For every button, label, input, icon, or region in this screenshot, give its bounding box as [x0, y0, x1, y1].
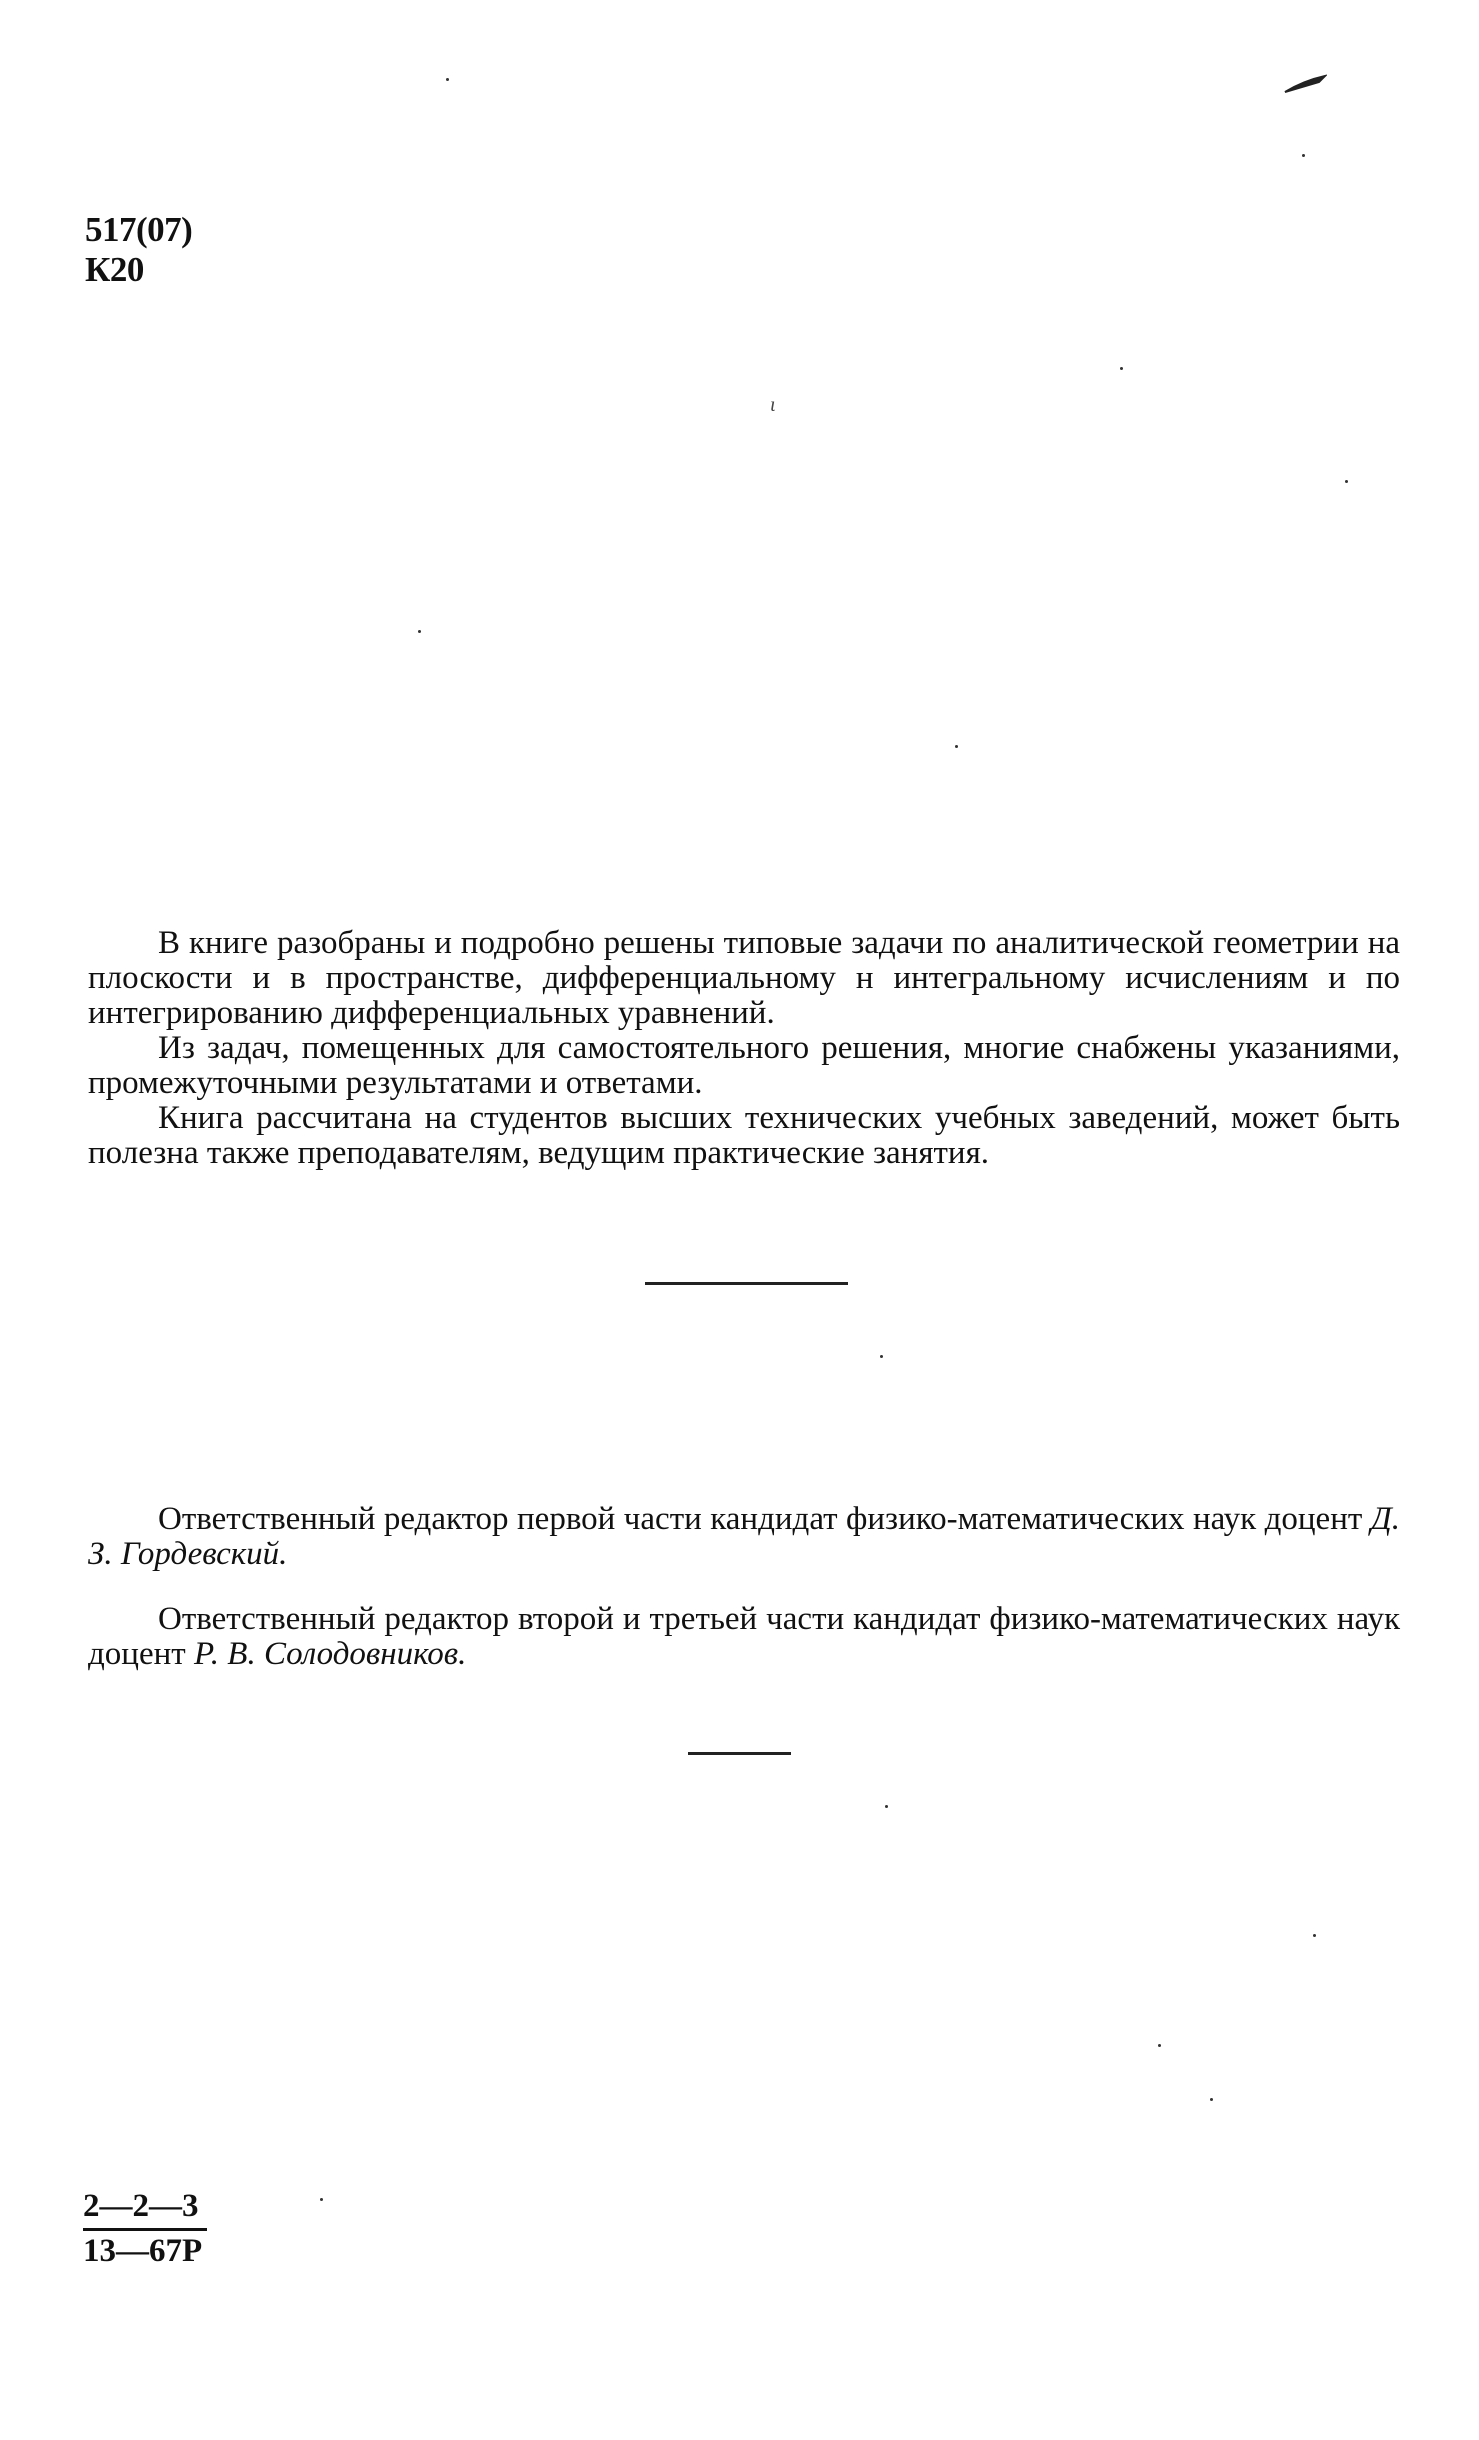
ink-speck	[418, 630, 421, 633]
index-code-top: 2—2—3	[83, 2188, 207, 2231]
index-code-bottom: 13—67Р	[83, 2233, 203, 2269]
stray-ink-mark: ι	[770, 394, 776, 416]
ink-speck	[1210, 2098, 1213, 2101]
annotation-paragraph: Из задач, помещенных для самостоятельного решения, многие снабжены указаниями, промежуточными результатами и ответами.	[88, 1030, 1400, 1101]
second-editor-credit	[88, 1602, 1400, 1672]
second-editor-text: Ответственный редактор второй и третьей части кандидат физико-математических наук доцент	[88, 1601, 1400, 1672]
annotation-paragraph: В книге разобраны и подробно решены типовые задачи по аналитической геометрии на плоскости и в пространстве, дифференциальному н интегральному исчислениям и по интегрированию дифференциальных уравнений.	[88, 925, 1400, 1031]
ink-speck	[1345, 480, 1348, 483]
udc-number: 517(07)	[85, 210, 193, 249]
ink-speck	[880, 1355, 883, 1358]
ink-speck	[1313, 1934, 1316, 1937]
ink-speck	[446, 78, 449, 81]
book-annotation	[88, 926, 1400, 1171]
author-mark: К20	[85, 250, 144, 289]
ink-speck	[1158, 2044, 1161, 2047]
editors-block	[88, 1502, 1400, 1672]
publication-index-code	[83, 2188, 207, 2270]
ink-speck	[320, 2198, 323, 2201]
section-divider	[688, 1752, 791, 1755]
classification-code	[85, 210, 192, 290]
first-editor-text: Ответственный редактор первой части кандидат физико-математических наук доцент	[158, 1501, 1363, 1537]
ink-speck	[955, 745, 958, 748]
second-editor-name: Р. В. Солодовников.	[193, 1636, 467, 1672]
ink-speck	[1302, 154, 1305, 157]
first-editor-credit	[88, 1502, 1400, 1572]
ink-speck	[1120, 367, 1123, 370]
ink-speck	[885, 1805, 888, 1808]
first-editor-name: Д. З. Гордевский.	[88, 1501, 1401, 1572]
pen-stroke-mark	[1283, 72, 1327, 96]
section-divider	[645, 1282, 848, 1285]
annotation-paragraph: Книга рассчитана на студентов высших технических учебных заведений, может быть полезна также преподавателям, ведущим практические занятия.	[88, 1100, 1400, 1171]
